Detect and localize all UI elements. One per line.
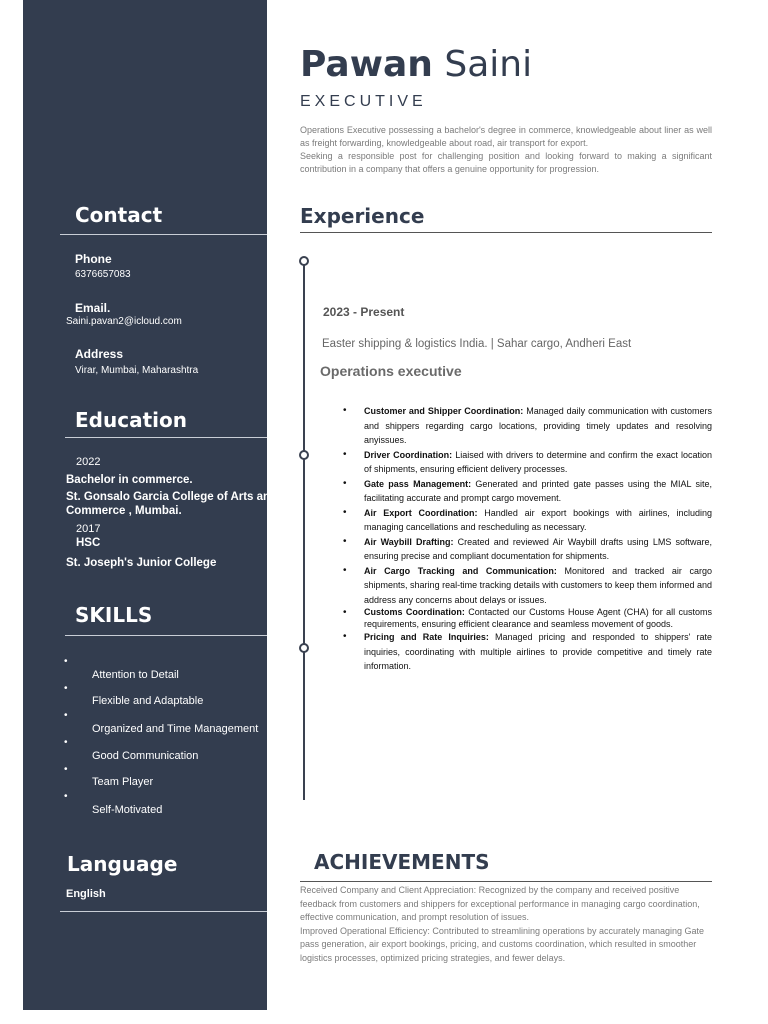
- education-heading: Education: [75, 408, 187, 432]
- duty-item: • Gate pass Management: Generated and printed gate passes using the MIAL site, facilitating accurate and prompt cargo movement.: [343, 477, 712, 506]
- timeline-node: [299, 450, 309, 460]
- phone-label: Phone: [75, 252, 112, 266]
- education-school: St. Gonsalo Garcia College of Arts and: [66, 491, 278, 503]
- language-item: English: [66, 888, 106, 900]
- contact-divider: [60, 234, 267, 235]
- skill-item: Self-Motivated: [92, 804, 163, 816]
- skill-bullet: •: [64, 683, 68, 694]
- duty-item: • Pricing and Rate Inquiries: Managed pricing and responded to shippers' rate inquiries, coordinating with multiple airlines to provide competitive and timely rate information.: [343, 630, 712, 674]
- experience-divider: [300, 232, 712, 233]
- language-heading: Language: [67, 852, 178, 876]
- job-role: EXECUTIVE: [300, 93, 427, 110]
- experience-date: 2023 - Present: [323, 305, 405, 319]
- skill-bullet: •: [64, 764, 68, 775]
- profile-summary: [300, 124, 712, 176]
- duty-item: • Customs Coordination: Contacted our Customs House Agent (CHA) for all customs requirements, ensuring efficient clearance and seamless movement of goods.: [343, 607, 712, 630]
- education-degree: HSC: [76, 537, 101, 549]
- experience-title: Operations executive: [320, 363, 462, 379]
- email-label: Email.: [75, 301, 111, 315]
- duty-item: • Air Export Coordination: Handled air export bookings with airlines, including managing cancellations and rescheduling as necessary.: [343, 506, 712, 535]
- duty-item: • Driver Coordination: Liaised with drivers to determine and confirm the exact location of shipments, ensuring efficient delivery processes.: [343, 448, 712, 477]
- education-year: 2017: [76, 523, 101, 535]
- education-divider: [65, 437, 267, 438]
- language-divider: [60, 911, 267, 912]
- timeline-line: [303, 262, 305, 800]
- contact-heading: Contact: [75, 203, 163, 227]
- achievement-item: Improved Operational Efficiency: Contributed to streamlining operations by accurately managing Gate pass generation, air export bookings, pricing, and customs coordination, which resulted in smoother logistics processes, optimized pricing strategies, and fewer delays.: [300, 925, 705, 963]
- achievements-divider: [300, 881, 712, 882]
- timeline-node: [299, 643, 309, 653]
- skill-item: Team Player: [92, 776, 154, 788]
- email-value: Saini.pavan2@icloud.com: [66, 316, 182, 327]
- summary-line: Operations Executive possessing a bachelor's degree in commerce, knowledgeable about liner as well as freight forwarding, knowledgeable about road, air transport for export.: [300, 125, 712, 148]
- education-degree: Bachelor in commerce.: [66, 474, 193, 486]
- duty-item: • Air Cargo Tracking and Communication: Monitored and tracked air cargo shipments, sharing real-time tracking details with customers to keep them informed and address any concerns about delays or issues.: [343, 564, 712, 608]
- experience-heading: Experience: [300, 204, 425, 228]
- skill-item: Flexible and Adaptable: [92, 695, 204, 707]
- achievements-text: [300, 884, 712, 965]
- skill-bullet: •: [64, 656, 68, 667]
- phone-value: 6376657083: [75, 269, 131, 280]
- experience-company: Easter shipping & logistics India. | Sahar cargo, Andheri East: [322, 338, 632, 350]
- address-value: Virar, Mumbai, Maharashtra: [75, 365, 199, 376]
- skill-bullet: •: [64, 791, 68, 802]
- education-school: Commerce , Mumbai.: [66, 505, 182, 517]
- skill-item: Attention to Detail: [92, 669, 179, 681]
- achievements-heading: ACHIEVEMENTS: [314, 850, 490, 874]
- timeline-node: [299, 256, 309, 266]
- skills-divider: [65, 635, 267, 636]
- skill-item: Good Communication: [92, 750, 199, 762]
- skill-bullet: •: [64, 710, 68, 721]
- duty-item: • Customer and Shipper Coordination: Managed daily communication with customers and shippers regarding cargo locations, providing timely updates and resolving anyissues.: [343, 404, 712, 448]
- skill-bullet: •: [64, 737, 68, 748]
- education-year: 2022: [76, 456, 101, 468]
- skill-item: Organized and Time Management: [92, 723, 259, 735]
- duties-list: [343, 404, 712, 674]
- duty-item: • Air Waybill Drafting: Created and reviewed Air Waybill drafts using LMS software, ensuring precise and compliant documentation for shipments.: [343, 535, 712, 564]
- achievement-item: Received Company and Client Appreciation: Recognized by the company and received positive feedback from customers and shippers for exceptional performance in managing cargo coordination, effective communication, and prompt resolution of issues.: [300, 885, 700, 922]
- summary-line: Seeking a responsible post for challenging position and looking forward to making a significant contribution in a company that offers a genuine opportunity for progression.: [300, 151, 712, 174]
- skills-heading: SKILLS: [75, 603, 153, 627]
- candidate-name: Pawan Saini: [300, 44, 533, 85]
- education-school: St. Joseph's Junior College: [66, 557, 217, 569]
- address-label: Address: [75, 347, 124, 361]
